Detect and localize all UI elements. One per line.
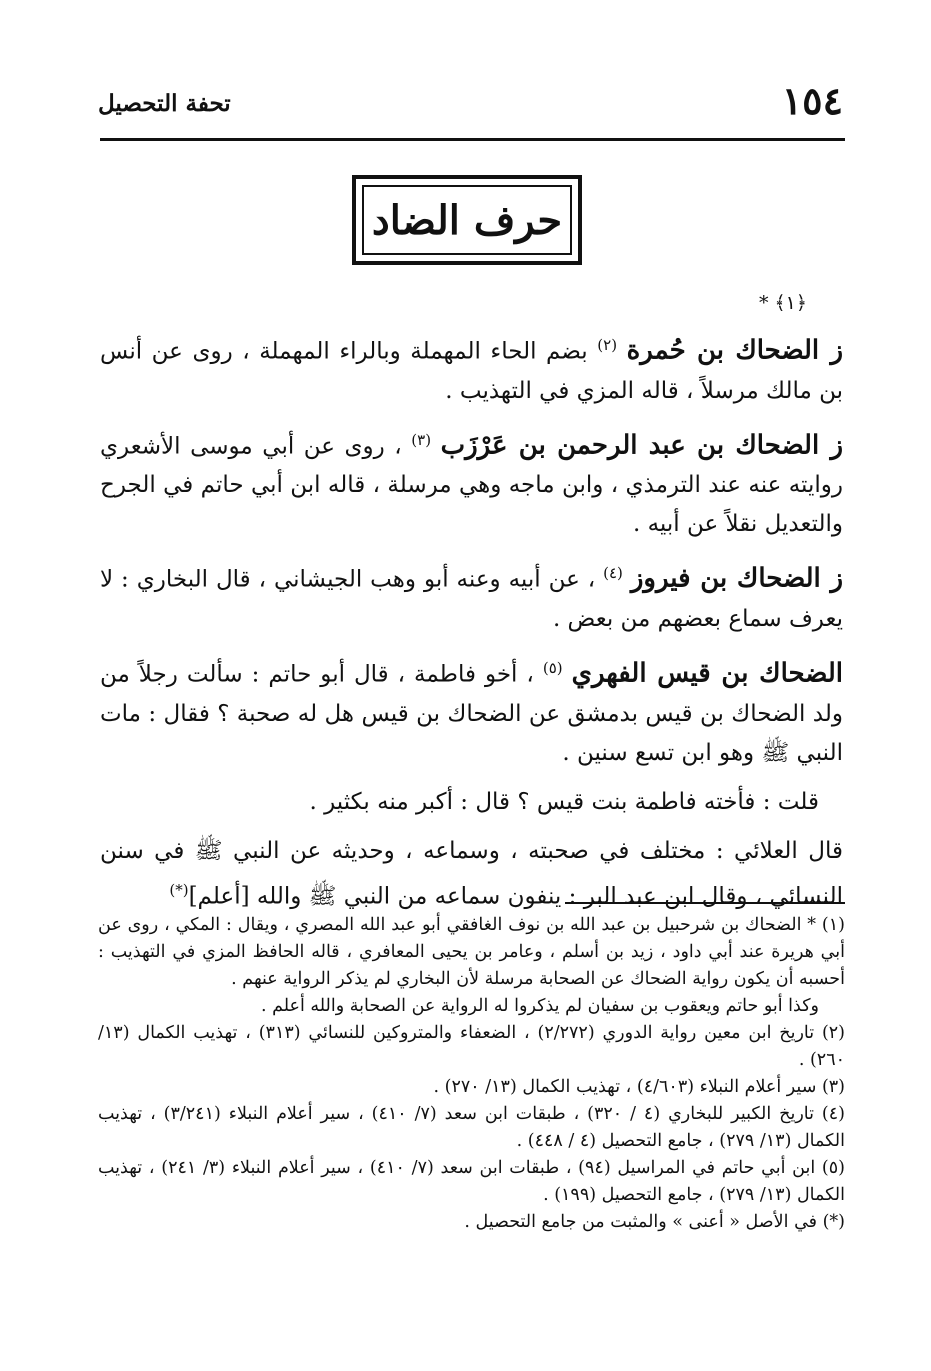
footnote-text: سير أعلام النبلاء (٤/٦٠٣) ، تهذيب الكمال (١٣/ ٢٧٠) . (433, 1077, 817, 1097)
running-head: تحفة التحصيل (98, 90, 231, 117)
footnote-separator (565, 902, 845, 904)
entry-dahhak-fayruz (100, 554, 843, 639)
footnote-ref: (٣) (411, 430, 432, 449)
entry-prefix: ز (819, 430, 844, 461)
footnote-ref: (٥) (542, 658, 563, 677)
page-header (98, 78, 843, 128)
footnote-1 (98, 912, 845, 1020)
main-text (100, 288, 843, 926)
footnote-2 (98, 1020, 845, 1074)
chapter-title-inner-frame (362, 185, 572, 255)
footnote-ref: (٢) (597, 336, 618, 354)
chapter-title: حرف الضاد (371, 196, 563, 244)
footnote-text: تاريخ ابن معين رواية الدوري (٢/٢٧٢) ، الضعفاء والمتروكين للنسائي (٣١٣) ، تهذيب الكمال (١٣/ ٢٦٠) . (98, 1023, 845, 1070)
footnote-ref-star: (*) (169, 880, 189, 899)
footnote-ref: (٤) (603, 564, 623, 583)
question-paragraph: قلت : فأخته فاطمة بنت قيس ؟ قال : أكبر منه بكثير . (309, 788, 819, 815)
footnote-text: * الضحاك بن شرحبيل بن عبد الله بن نوف الغافقي أبو عبد الله المصري ، ويقال : المكي ، روى عن أبي هريرة عند أبي داود ، زيد بن أسلم ، وعامر بن يحيى المعافري ، قاله الحافظ المزي في التهذيب : أحسبه أن يكون رواية الضحاك عن الصحابة مرسلة لأن البخاري لم يذكر الرواية عنهم . (98, 915, 845, 989)
chapter-title-box (352, 175, 582, 265)
entry-text: ، أخو فاطمة ، قال أبو حاتم : سألت رجلاً من ولد الضحاك بن قيس بدمشق عن الضحاك بن قيس هل له صحبة ؟ فقال : مات النبي ﷺ وهو ابن تسع سنين . (100, 661, 843, 766)
footnote-number: (١) (821, 915, 845, 935)
footnote-text: تاريخ الكبير للبخاري (٤ / ٣٢٠) ، طبقات ابن سعد (٧/ ٤١٠) ، سير أعلام النبلاء (٣/٢٤١) ، تهذيب الكمال (١٣/ ٢٧٩) ، جامع التحصيل (٤ / ٤٤٨) . (98, 1104, 845, 1151)
asterisk-footnote-marker: ﴿١﴾ * (758, 292, 807, 314)
footnote-star (98, 1209, 845, 1236)
footnote-text: في الأصل « أعنى » والمثبت من جامع التحصيل . (464, 1212, 818, 1232)
entry-text: ، روى عن أبي موسى الأشعري روايته عنه عند الترمذي ، وابن ماجه وهي مرسلة ، قاله ابن أبي حاتم في الجرح والتعديل نقلاً عن أبيه . (100, 433, 843, 538)
footnote-4 (98, 1101, 845, 1155)
entry-prefix: ز (820, 563, 843, 594)
alai-text: قال العلائي : مختلف في صحبته ، وسماعه ، وحديثه عن النبي ﷺ في سنن النسائي ، وقال ابن عبد البر : ينفون سماعه من النبي ﷺ والله [أعلم] (100, 837, 843, 910)
entry-dahhak-humra (100, 326, 843, 411)
entry-dahhak-arzab (100, 421, 843, 545)
footnote-3 (98, 1074, 845, 1101)
footnotes (98, 912, 845, 1236)
header-rule (100, 138, 845, 141)
footnote-number: (*) (822, 1212, 845, 1232)
footnote-number: (٣) (821, 1077, 845, 1097)
footnote-number: (٥) (821, 1158, 845, 1178)
footnote-number: (٢) (821, 1023, 845, 1043)
footnote-text: ابن أبي حاتم في المراسيل (٩٤) ، طبقات ابن سعد (٧/ ٤١٠) ، سير أعلام النبلاء (٣/ ٢٤١) ، تهذيب الكمال (١٣/ ٢٧٩) ، جامع التحصيل (١٩٩) . (98, 1158, 845, 1205)
entry-name: الضحاك بن حُمرة (626, 335, 820, 366)
page-number: ١٥٤ (781, 78, 843, 123)
entry-prefix: ز (819, 335, 843, 366)
entry-name: الضحاك بن عبد الرحمن بن عَرْزَب (440, 430, 820, 461)
entry-name: الضحاك بن فيروز (630, 563, 821, 594)
entry-dahhak-qays (100, 649, 843, 773)
entry-name: الضحاك بن قيس الفهري (571, 658, 843, 689)
entry-text: ، عن أبيه وعنه أبو وهب الجيشاني ، قال البخاري : لا يعرف سماع بعضهم من بعض . (100, 566, 843, 632)
footnote-text-continued: وكذا أبو حاتم ويعقوب بن سفيان لم يذكروا له الرواية عن الصحابة والله أعلم . (260, 996, 819, 1016)
footnote-5 (98, 1155, 845, 1209)
entry-text: بضم الحاء المهملة وبالراء المهملة ، روى عن أنس بن مالك مرسلاً ، قاله المزي في التهذيب . (100, 338, 843, 404)
footnote-number: (٤) (821, 1104, 845, 1124)
